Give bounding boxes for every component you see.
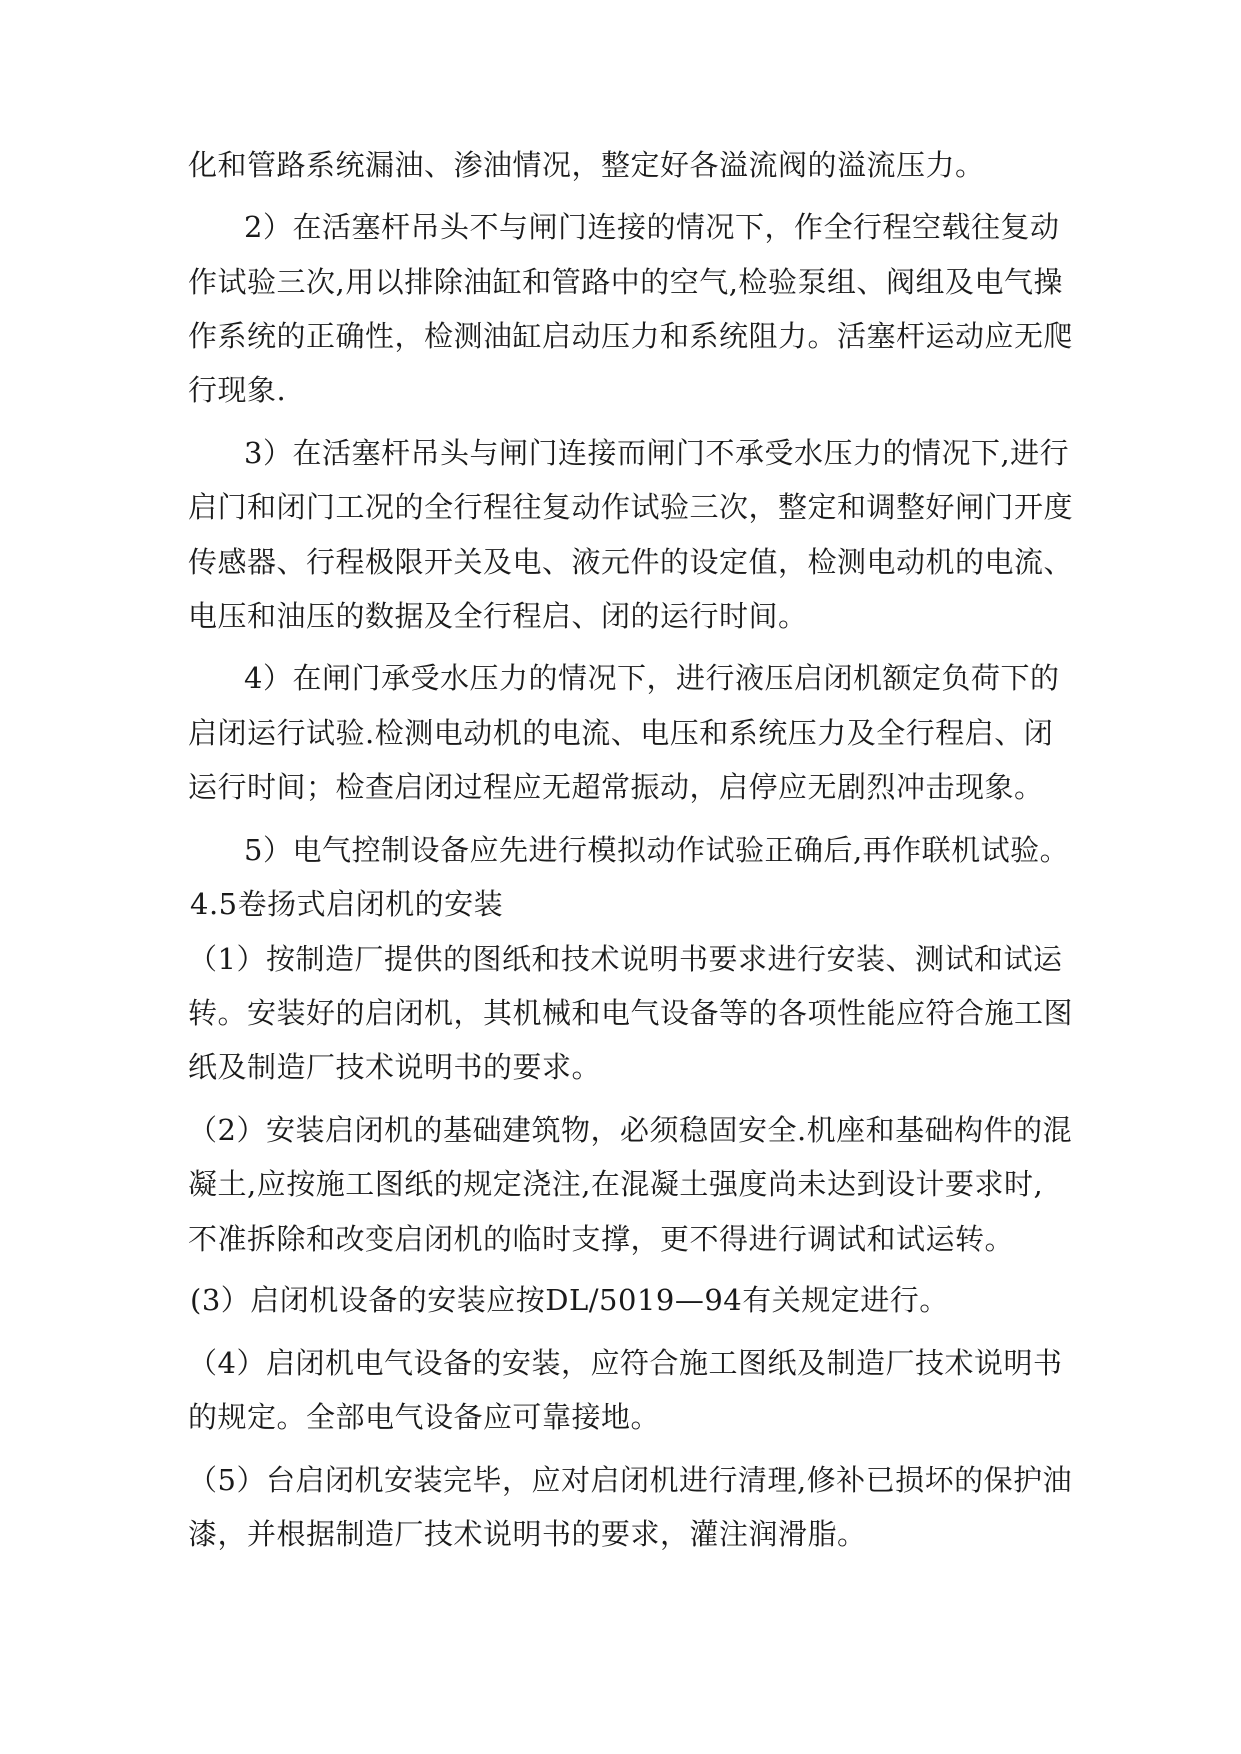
text-line: （5）台启闭机安装完毕，应对启闭机进行清理,修补已损坏的保护油 xyxy=(188,1463,1073,1497)
text-line: 运行时间；检查启闭过程应无超常振动，启停应无剧烈冲击现象。 xyxy=(188,770,1044,804)
text-line: 电压和油压的数据及全行程启、闭的运行时间。 xyxy=(188,599,808,633)
text-line: 的规定。全部电气设备应可靠接地。 xyxy=(188,1400,661,1434)
text-line: 作系统的正确性，检测油缸启动压力和系统阻力。活塞杆运动应无爬 xyxy=(188,319,1074,353)
text-line: 凝土,应按施工图纸的规定浇注,在混凝土强度尚未达到设计要求时, xyxy=(188,1167,1044,1201)
text-line: 2）在活塞杆吊头不与闸门连接的情况下，作全行程空载往复动 xyxy=(244,210,1060,244)
text-line: 不准拆除和改变启闭机的临时支撑，更不得进行调试和试运转。 xyxy=(188,1222,1015,1256)
text-line: 行现象. xyxy=(188,373,287,407)
text-line: 化和管路系统漏油、渗油情况，整定好各溢流阀的溢流压力。 xyxy=(188,148,985,182)
text-line: （1）按制造厂提供的图纸和技术说明书要求进行安装、测试和试运 xyxy=(188,942,1063,976)
section-heading: 4.5卷扬式启闭机的安装 xyxy=(190,887,504,921)
text-line: 漆，并根据制造厂技术说明书的要求，灌注润滑脂。 xyxy=(188,1517,867,1551)
text-line: 传感器、行程极限开关及电、液元件的设定值，检测电动机的电流、 xyxy=(188,545,1074,579)
text-line: （2）安装启闭机的基础建筑物，必须稳固安全.机座和基础构件的混 xyxy=(188,1113,1073,1147)
text-line: (3）启闭机设备的安装应按DL/5019—94有关规定进行。 xyxy=(190,1283,949,1317)
text-line: 启闭运行试验.检测电动机的电流、电压和系统压力及全行程启、闭 xyxy=(188,716,1054,750)
text-line: 转。安装好的启闭机，其机械和电气设备等的各项性能应符合施工图 xyxy=(188,996,1074,1030)
text-line: （4）启闭机电气设备的安装，应符合施工图纸及制造厂技术说明书 xyxy=(188,1346,1063,1380)
text-line: 启门和闭门工况的全行程往复动作试验三次，整定和调整好闸门开度 xyxy=(188,490,1074,524)
text-line: 纸及制造厂技术说明书的要求。 xyxy=(188,1050,602,1084)
text-line: 作试验三次,用以排除油缸和管路中的空气,检验泵组、阀组及电气操 xyxy=(188,265,1063,299)
text-line: 5）电气控制设备应先进行模拟动作试验正确后,再作联机试验。 xyxy=(244,833,1070,867)
text-line: 3）在活塞杆吊头与闸门连接而闸门不承受水压力的情况下,进行 xyxy=(244,436,1070,470)
text-line: 4）在闸门承受水压力的情况下，进行液压启闭机额定负荷下的 xyxy=(244,661,1060,695)
